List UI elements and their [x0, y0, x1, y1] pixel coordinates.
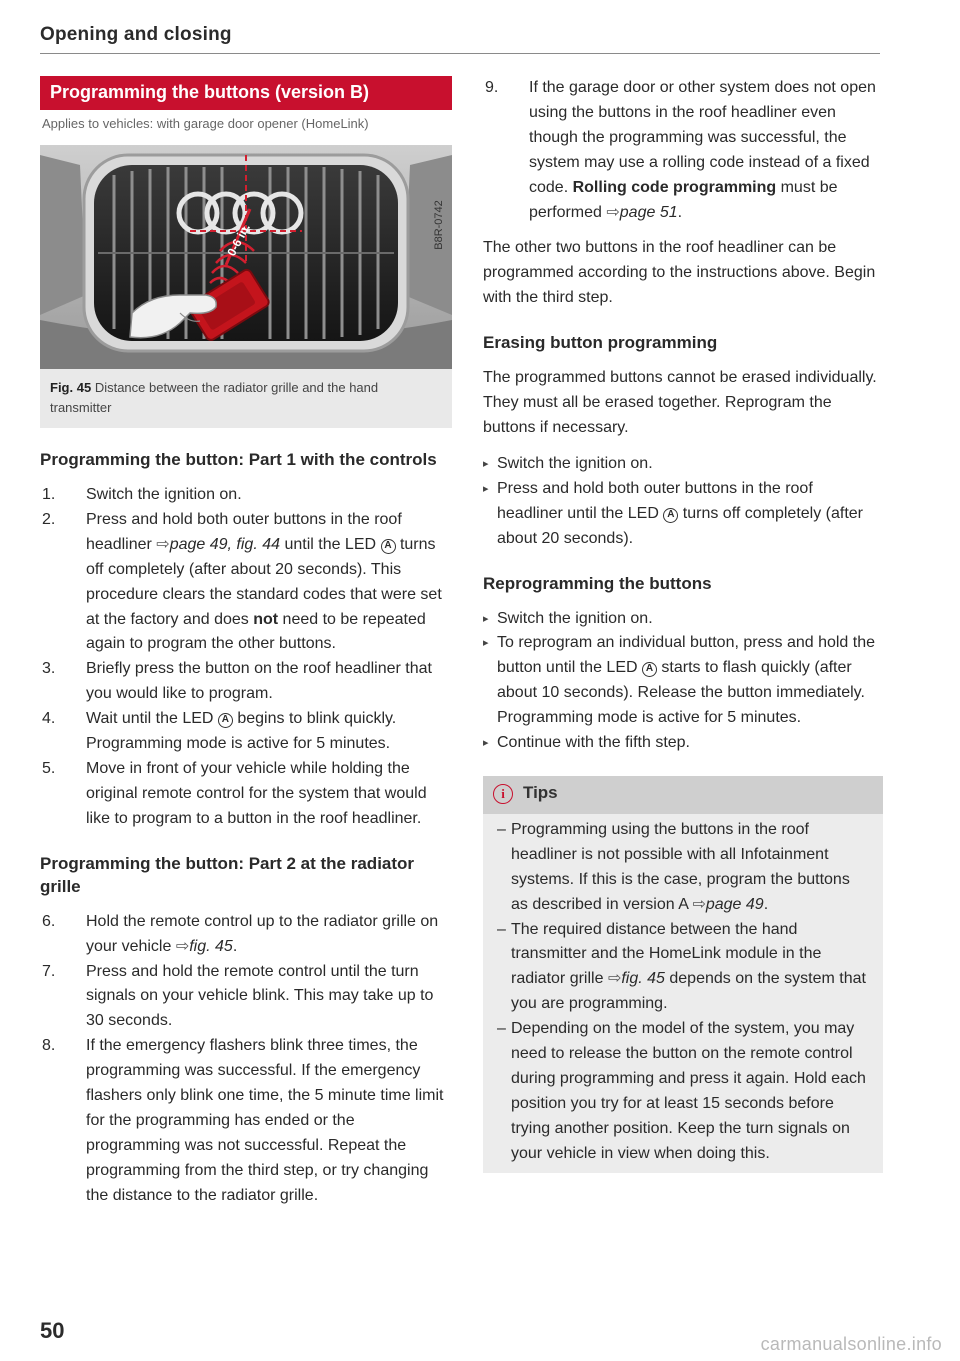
emphasis-text: not — [253, 610, 279, 628]
step-text: Switch the ignition on. — [86, 486, 242, 503]
list-text: Press and hold both outer buttons in the roof headliner until the LED — [497, 479, 813, 522]
figure-caption-text: Distance between the radiator grille and the hand transmitter — [50, 380, 379, 415]
step-number: 4. — [42, 710, 56, 728]
list-item — [483, 477, 883, 552]
list-item — [483, 731, 883, 756]
step-text: Press and hold both outer buttons in the roof headliner — [86, 510, 402, 553]
radiator-grille-illustration — [40, 145, 452, 369]
arrow-icon: ⇨ — [607, 970, 622, 988]
led-symbol-icon: A — [218, 713, 233, 728]
list-text: starts to flash quickly (after about 10 seconds). Release the button immediately. Programming mode is active for 5 minutes. — [497, 659, 865, 727]
list-text: turns off completely (after about 20 seconds). — [497, 504, 863, 547]
arrow-icon: ⇨ — [692, 895, 706, 913]
reference-text: fig. 45 — [189, 937, 233, 955]
part2-steps — [40, 910, 452, 1209]
list-item — [483, 607, 883, 632]
step-text: need to be repeated again to program the other buttons. — [86, 610, 426, 653]
step-item — [40, 483, 452, 508]
page-header — [40, 24, 880, 54]
step-text: If the garage door or other system does not open using the buttons in the roof headliner even though the programming was successful, the system may use a rolling code instead of a fixed code. — [529, 79, 876, 196]
step-number: 5. — [42, 759, 56, 777]
led-symbol-icon: A — [663, 508, 678, 523]
step-text: must be performed — [529, 178, 838, 221]
emphasis-text: Rolling code programming — [572, 178, 777, 196]
step-item — [40, 1034, 452, 1208]
figure-45 — [40, 145, 452, 428]
step-text: Wait until the LED — [86, 710, 218, 728]
step-text: Briefly press the button on the roof headliner that you would like to program. — [86, 660, 432, 703]
step-number: 8. — [42, 1037, 56, 1055]
step-text: Move in front of your vehicle while holding the original remote control for the system that would like to program to a button in the roof headliner. — [86, 759, 427, 827]
list-item — [497, 818, 871, 918]
list-text: Continue with the fifth step. — [497, 734, 690, 752]
reference-text: page 49, fig. 44 — [169, 535, 280, 553]
reference-text: page 51 — [619, 203, 678, 221]
page-number: 50 — [40, 1318, 65, 1343]
tip-text: Depending on the model of the system, you may need to release the button on the remote control during programming and press it again. Hold each position you try for at least 15 seconds before trying another position. Keep the turn signals on your vehicle in view when doing this. — [511, 1020, 866, 1162]
step-item — [40, 757, 452, 832]
arrow-icon: ⇨ — [156, 535, 170, 553]
step-item — [40, 657, 452, 707]
tips-list — [483, 814, 883, 1173]
step-text: until the LED — [280, 535, 381, 553]
step-text: If the emergency flashers blink three times, the programming was successful. If the emergency flashers only blink one time, the 5 minute time limit for the programming has ended or the programming was not successful. Repeat the programming from the third step, or try changing the distance to the radiator grille. — [86, 1037, 444, 1204]
page-reference-link[interactable] — [692, 896, 763, 913]
other-buttons-paragraph: The other two buttons in the roof headliner can be programmed according to the instructions above. Begin with the third step. — [483, 239, 876, 307]
applies-note: Applies to vehicles: with garage door opener (HomeLink) — [42, 116, 369, 131]
tips-box — [483, 776, 883, 1173]
reference-text: page 49 — [705, 895, 764, 913]
step-number: 9. — [485, 79, 499, 96]
step-number: 6. — [42, 912, 56, 930]
step-item — [40, 910, 452, 960]
reprogramming-heading: Reprogramming the buttons — [483, 573, 712, 593]
part2-heading: Programming the button: Part 2 at the radiator grille — [40, 853, 415, 896]
tip-text: depends on the system that you are programming. — [511, 970, 866, 1013]
figure-label: Fig. 45 — [50, 380, 92, 395]
part2-steps-continued — [483, 76, 883, 225]
image-code: B8R-0742 — [433, 200, 445, 250]
erasing-intro: The programmed buttons cannot be erased individually. They must all be erased together. Reprogram the buttons if necessary. — [483, 369, 877, 436]
figure-reference-link[interactable] — [608, 970, 665, 987]
step-item — [40, 707, 452, 757]
part1-heading: Programming the button: Part 1 with the controls — [40, 450, 437, 469]
step-text: . — [232, 937, 238, 955]
chapter-title: Opening and closing — [40, 24, 232, 45]
section-title: Programming the buttons (version B) — [40, 76, 452, 110]
erasing-heading: Erasing button programming — [483, 333, 718, 353]
list-item — [497, 918, 871, 1018]
list-text: Switch the ignition on. — [497, 454, 653, 472]
list-text: To reprogram an individual button, press and hold the button until the LED — [497, 634, 876, 677]
arrow-icon: ⇨ — [175, 937, 190, 955]
reference-text: fig. 45 — [621, 970, 665, 988]
erasing-steps — [483, 452, 883, 552]
reprogramming-steps — [483, 607, 883, 756]
tip-text: The required distance between the hand transmitter and the HomeLink module in the radiator grille — [511, 920, 822, 988]
step-number: 3. — [42, 660, 56, 678]
part1-steps — [40, 483, 452, 832]
step-item — [40, 508, 452, 657]
list-item — [483, 452, 883, 477]
page-reference-link[interactable] — [156, 536, 280, 553]
arrow-icon: ⇨ — [606, 203, 620, 221]
step-number: 7. — [42, 962, 56, 980]
tip-text: . — [763, 895, 769, 913]
step-number: 1. — [42, 486, 56, 503]
step-item — [40, 960, 452, 1035]
tips-title: Tips — [523, 782, 558, 802]
step-number: 2. — [42, 510, 56, 528]
info-icon: i — [493, 784, 513, 804]
list-item — [497, 1017, 871, 1166]
right-column — [483, 76, 883, 1173]
tip-text: Programming using the buttons in the roof headliner is not possible with all Infotainment systems. If this is the case, program the buttons as described in version A — [511, 820, 850, 913]
watermark: carmanualsonline.info — [760, 1334, 942, 1354]
step-item — [483, 76, 883, 225]
step-text: turns off completely (after about 20 seconds). This procedure clears the standard codes that were set at the factory and does — [86, 535, 442, 628]
distance-label: 0-6 in. — [224, 221, 253, 259]
step-text: Press and hold the remote control until the turn signals on your vehicle blink. This may take up to 30 seconds. — [86, 962, 434, 1030]
led-symbol-icon: A — [381, 539, 396, 554]
figure-caption — [40, 369, 452, 428]
left-column — [40, 76, 452, 1209]
step-text: begins to blink quickly. Programming mode is active for 5 minutes. — [86, 710, 397, 753]
list-text: Switch the ignition on. — [497, 609, 653, 627]
led-symbol-icon: A — [642, 662, 657, 677]
page-reference-link[interactable] — [606, 204, 677, 221]
list-item — [483, 631, 883, 731]
tips-header — [483, 776, 883, 814]
step-text: . — [677, 203, 683, 221]
figure-reference-link[interactable] — [176, 938, 233, 955]
step-text: Hold the remote control up to the radiator grille on your vehicle — [86, 912, 439, 955]
